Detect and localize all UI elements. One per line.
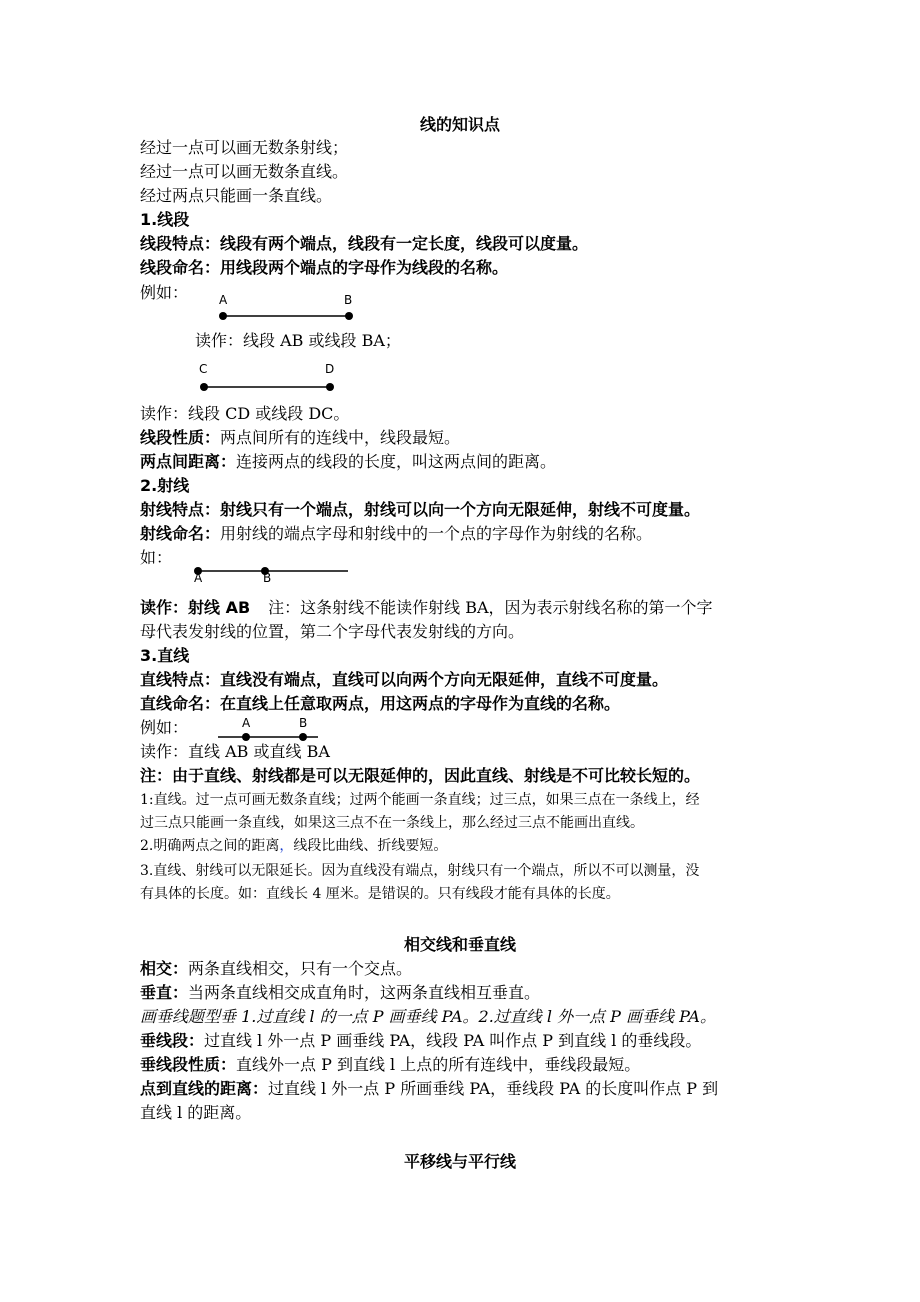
distance-label: 两点间距离： bbox=[140, 452, 237, 471]
perpendicular-segment-text: 过直线 l 外一点 P 画垂线 PA，线段 PA 叫作点 P 到直线 l 的垂线段。 bbox=[204, 1031, 702, 1050]
line-naming: 直线命名：在直线上任意取两点，用这两点的字母作为直线的名称。 bbox=[140, 694, 621, 713]
line-point-label-a: A bbox=[242, 716, 251, 730]
distance-definition bbox=[140, 451, 556, 473]
distance-text: 连接两点的线段的长度，叫这两点间的距离。 bbox=[236, 452, 557, 471]
note-2-text-cont: 线段比曲线、折线要短。 bbox=[293, 838, 448, 854]
perpendicular-problem-types: 画垂线题型垂 1.过直线 l 的一点 P 画垂线 PA。2.过直线 l 外一点 P 画垂线 PA。 bbox=[140, 1007, 716, 1026]
example-label: 例如： bbox=[140, 718, 189, 737]
ray-feature: 射线特点：射线只有一个端点，射线可以向一个方向无限延伸，射线不可度量。 bbox=[140, 500, 701, 519]
ray-reading bbox=[140, 597, 713, 619]
perpendicular-segment-label: 垂线段： bbox=[140, 1031, 205, 1050]
intersect-text: 两条直线相交，只有一个交点。 bbox=[188, 959, 413, 978]
heading-segment: 1.线段 bbox=[140, 210, 190, 229]
point-label-d: D bbox=[325, 362, 335, 376]
note-2-text: 2.明确两点之间的距离 bbox=[140, 838, 280, 854]
line-feature: 直线特点：直线没有端点，直线可以向两个方向无限延伸，直线不可度量。 bbox=[140, 670, 669, 689]
ray-point-label-a: A bbox=[194, 571, 203, 585]
ray-reading-label: 读作：射线 AB bbox=[140, 598, 251, 617]
note-3: 3.直线、射线可以无限延长。因为直线没有端点，射线只有一个端点，所以不可以测量，没 bbox=[140, 863, 700, 879]
perpendicular-label: 垂直： bbox=[140, 983, 189, 1002]
segment-property-text: 两点间所有的连线中，线段最短。 bbox=[220, 428, 461, 447]
ray-naming-text: 用射线的端点字母和射线中的一个点的字母作为射线的名称。 bbox=[220, 524, 653, 543]
point-label-c: C bbox=[199, 362, 208, 376]
heading-ray: 2.射线 bbox=[140, 476, 190, 495]
section-title-perpendicular: 相交线和垂直线 bbox=[403, 935, 516, 954]
line-ray-note: 注：由于直线、射线都是可以无限延伸的，因此直线、射线是不可比较长短的。 bbox=[140, 766, 701, 785]
segment-feature: 线段特点：线段有两个端点，线段有一定长度，线段可以度量。 bbox=[140, 234, 589, 253]
segment-ab-figure bbox=[219, 312, 353, 320]
read-segment-cd: 读作：线段 CD 或线段 DC。 bbox=[140, 404, 350, 423]
perpendicular-segment bbox=[140, 1030, 701, 1052]
ray-point-label-b: B bbox=[263, 571, 272, 585]
point-label-b: B bbox=[344, 293, 353, 307]
section-title-lines: 线的知识点 bbox=[419, 115, 500, 134]
note-1-cont: 过三点只能画一条直线，如果这三点不在一条线上，那么经过三点不能画出直线。 bbox=[140, 815, 644, 831]
note-1: 1:直线。过一点可画无数条直线；过两个能画一条直线；过三点，如果三点在一条线上，经 bbox=[140, 792, 700, 808]
read-segment-ab: 读作：线段 AB 或线段 BA； bbox=[195, 331, 401, 350]
line-ab-figure bbox=[218, 733, 318, 741]
perpendicular-segment-property-label: 垂线段性质： bbox=[140, 1055, 237, 1074]
intersect-label: 相交： bbox=[140, 959, 189, 978]
section-title-parallel: 平移线与平行线 bbox=[403, 1152, 516, 1171]
ray-reading-note-cont: 母代表发射线的位置，第二个字母代表发射线的方向。 bbox=[140, 622, 525, 641]
text-line: 经过一点可以画无数条直线。 bbox=[140, 162, 349, 181]
read-line-ab: 读作：直线 AB 或直线 BA bbox=[140, 742, 330, 761]
perpendicular-definition bbox=[140, 982, 540, 1004]
text-line: 经过两点只能画一条直线。 bbox=[140, 186, 333, 205]
ray-naming bbox=[140, 523, 652, 545]
segment-property-label: 线段性质： bbox=[140, 428, 221, 447]
ray-reading-note: 注：这条射线不能读作射线 BA，因为表示射线名称的第一个字 bbox=[268, 598, 713, 617]
perpendicular-segment-property bbox=[140, 1054, 640, 1076]
point-line-distance-text: 过直线 l 外一点 P 所画垂线 PA，垂线段 PA 的长度叫作点 P 到 bbox=[268, 1079, 719, 1098]
text-line: 经过一点可以画无数条射线； bbox=[140, 138, 349, 157]
heading-line: 3.直线 bbox=[140, 646, 190, 665]
example-label: 例如： bbox=[140, 283, 189, 302]
intersect-definition bbox=[140, 958, 412, 980]
point-line-distance-label: 点到直线的距离： bbox=[140, 1079, 269, 1098]
point-label-a: A bbox=[219, 293, 228, 307]
point-line-distance bbox=[140, 1078, 718, 1100]
note-3-cont: 有具体的长度。如：直线长 4 厘米。是错误的。只有线段才能有具体的长度。 bbox=[140, 886, 620, 902]
segment-property bbox=[140, 427, 460, 449]
line-point-label-b: B bbox=[299, 716, 308, 730]
segment-naming: 线段命名：用线段两个端点的字母作为线段的名称。 bbox=[140, 258, 509, 277]
ray-naming-label: 射线命名： bbox=[140, 524, 221, 543]
perpendicular-segment-property-text: 直线外一点 P 到直线 l 上点的所有连线中，垂线段最短。 bbox=[236, 1055, 641, 1074]
example-label: 如： bbox=[140, 548, 173, 567]
segment-cd-figure bbox=[200, 383, 334, 391]
perpendicular-text: 当两条直线相交成直角时，这两条直线相互垂直。 bbox=[188, 983, 541, 1002]
note-2 bbox=[140, 836, 447, 856]
point-line-distance-cont: 直线 l 的距离。 bbox=[140, 1103, 252, 1122]
note-2-comma: ， bbox=[279, 838, 294, 854]
